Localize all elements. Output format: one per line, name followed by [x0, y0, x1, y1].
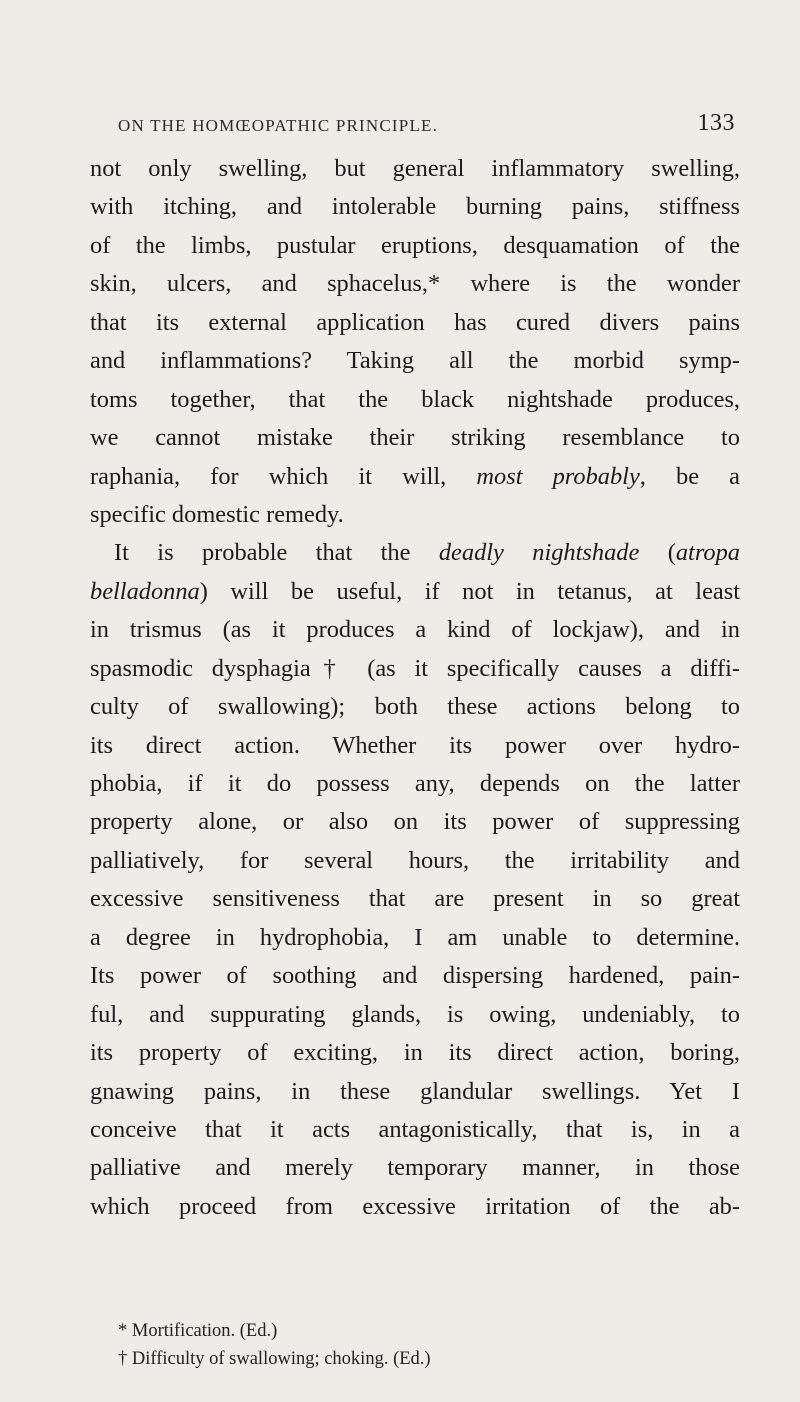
- text-line: and inflammations? Taking all the morbid symp-: [90, 347, 740, 375]
- italic-phrase: atropa: [675, 539, 741, 567]
- text-line: not only swelling, but general inflammatory swelling,: [90, 155, 740, 182]
- text-line: raphania, for which it will, most probably, be a: [90, 462, 740, 490]
- text-line: It is probable that the deadly nightshade (atropa: [114, 539, 741, 567]
- footnote-mortification: * Mortification. (Ed.): [118, 1321, 278, 1341]
- page-header: [90, 110, 735, 140]
- text-line: in trismus (as it produces a kind of lockjaw), and in: [90, 616, 740, 644]
- page-number: 133: [697, 110, 735, 136]
- text-line: that its external application has cured divers pains: [90, 308, 740, 336]
- text-line: specific domestic remedy.: [90, 500, 344, 528]
- text-line: palliatively, for several hours, the irritability and: [90, 846, 740, 874]
- footnotes: [118, 1317, 678, 1373]
- text-line: which proceed from excessive irritation of the ab-: [90, 1192, 740, 1220]
- text-line: its direct action. Whether its power over hydro-: [90, 731, 740, 759]
- running-head: ON THE HOMŒOPATHIC PRINCIPLE.: [118, 116, 439, 135]
- text-line: ful, and suppurating glands, is owing, undeniably, to: [90, 1000, 740, 1028]
- text-line: spasmodic dysphagia† (as it specifically causes a diffi-: [90, 654, 740, 682]
- italic-phrase: most probably: [476, 462, 640, 490]
- italic-phrase: belladonna: [90, 577, 200, 605]
- text-line: a degree in hydrophobia, I am unable to determine.: [90, 923, 740, 951]
- body-text: [90, 150, 740, 1226]
- footnote-difficulty-swallowing: † Difficulty of swallowing; choking. (Ed.): [118, 1349, 431, 1369]
- text-line: we cannot mistake their striking resemblance to: [90, 424, 740, 452]
- text-line: phobia, if it do possess any, depends on the latter: [90, 770, 740, 797]
- italic-phrase: deadly nightshade: [438, 539, 640, 567]
- text-line: of the limbs, pustular eruptions, desquamation of the: [90, 231, 740, 259]
- text-line: excessive sensitiveness that are present in so great: [90, 885, 740, 913]
- text-line: property alone, or also on its power of suppressing: [90, 808, 740, 836]
- text-line: skin, ulcers, and sphacelus,* where is the wonder: [90, 270, 740, 298]
- text-line: gnawing pains, in these glandular swellings. Yet I: [90, 1077, 740, 1105]
- text-line: belladonna) will be useful, if not in tetanus, at least: [90, 577, 740, 605]
- text-line: Its power of soothing and dispersing hardened, pain-: [90, 962, 740, 990]
- text-line: toms together, that the black nightshade produces,: [90, 385, 740, 413]
- text-line: culty of swallowing); both these actions belong to: [90, 693, 740, 721]
- text-line: palliative and merely temporary manner, in those: [90, 1154, 740, 1182]
- text-line: with itching, and intolerable burning pains, stiffness: [90, 193, 740, 221]
- text-line: conceive that it acts antagonistically, that is, in a: [90, 1115, 740, 1143]
- text-line: its property of exciting, in its direct action, boring,: [90, 1039, 740, 1067]
